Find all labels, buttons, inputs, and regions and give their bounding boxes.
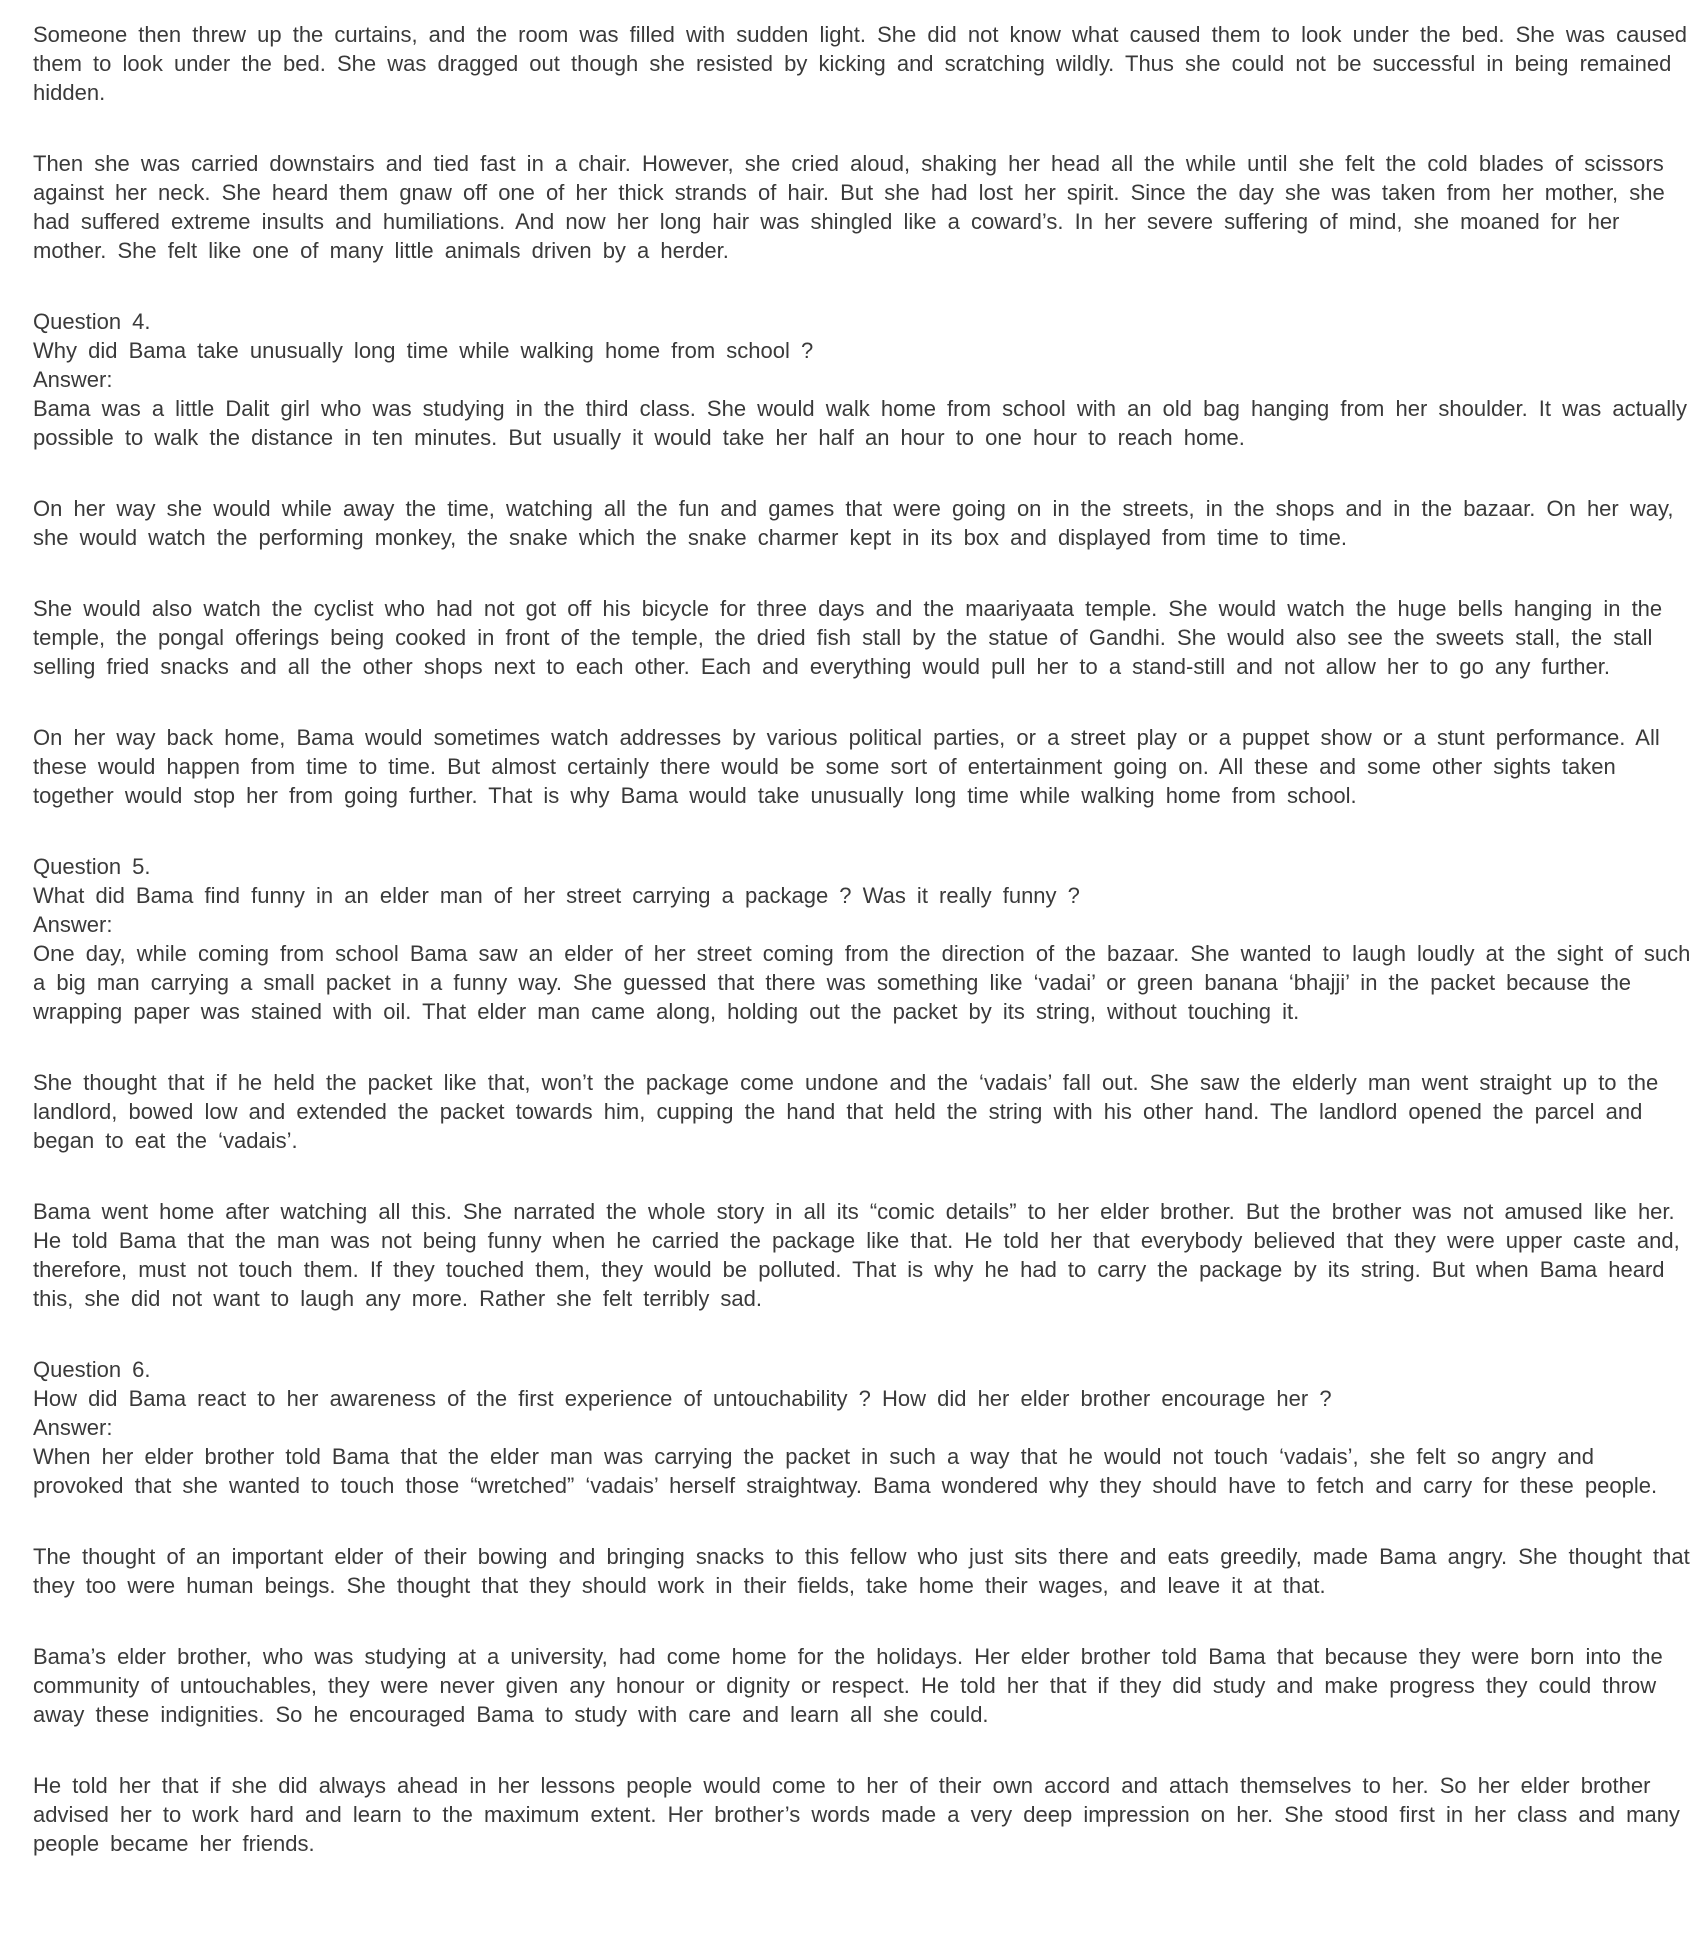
answer-text: When her elder brother told Bama that the elder man was carrying the packet in such a way that he would not touch ‘vadais’, she felt so angry and provoked that she wanted to touch those “wretched” ‘vadais’ herself straightway. Bama wondered why they should have to fetch and carry for these people. [33, 1444, 1658, 1498]
paragraph: On her way she would while away the time, watching all the fun and games that were going on in the streets, in the shops and in the bazaar. On her way, she would watch the performing monkey, the snake which the snake charmer kept in its box and displayed from time to time. [33, 496, 1674, 550]
answer-text: One day, while coming from school Bama saw an elder of her street coming from the direction of the bazaar. She wanted to laugh loudly at the sight of such a big man carrying a small packet in a funny way. She guessed that there was something like ‘vadai’ or green banana ‘bhajji’ in the packet because the wrapping paper was stained with oil. That elder man came along, holding out the packet by its string, without touching it. [33, 941, 1691, 1024]
paragraph: She would also watch the cyclist who had not got off his bicycle for three days and the maariyaata temple. She would watch the huge bells hanging in the temple, the pongal offerings being cooked in front of the temple, the dried fish stall by the statue of Gandhi. She would also see the sweets stall, the stall selling fried snacks and all the other shops next to each other. Each and everything would pull her to a stand-still and not allow her to go any further. [33, 596, 1663, 679]
paragraph: Someone then threw up the curtains, and the room was filled with sudden light. She did not know what caused them to look under the bed. She was caused them to look under the bed. She was dragged out though she resisted by kicking and scratching wildly. Thus she could not be successful in being remained hidden. [33, 22, 1688, 105]
paragraph: Bama went home after watching all this. She narrated the whole story in all its “comic details” to her elder brother. But the brother was not amused like her. He told Bama that the man was not being funny when he carried the package like that. He told her that everybody believed that they were upper caste and, therefore, must not touch them. If they touched them, they would be polluted. That is why he had to carry the package by its string. But when Bama heard this, she did not want to laugh any more. Rather she felt terribly sad. [33, 1199, 1680, 1311]
question-number: Question 6. [33, 1357, 151, 1382]
paragraph: He told her that if she did always ahead in her lessons people would come to her of their own accord and attach themselves to her. So her elder brother advised her to work hard and learn to the maximum extent. Her brother’s words made a very deep impression on her. She stood first in her class and many people became her friends. [33, 1773, 1680, 1856]
paragraph: On her way back home, Bama would sometimes watch addresses by various political parties, or a street play or a puppet show or a stunt performance. All these would happen from time to time. But almost certainly there would be some sort of entertainment going on. All these and some other sights taken together would stop her from going further. That is why Bama would take unusually long time while walking home from school. [33, 725, 1660, 808]
answer-text: Bama was a little Dalit girl who was studying in the third class. She would walk home from school with an old bag hanging from her shoulder. It was actually possible to walk the distance in ten minutes. But usually it would take her half an hour to one hour to reach home. [33, 396, 1687, 450]
question-text: Why did Bama take unusually long time while walking home from school ? [33, 338, 814, 363]
answer-label: Answer: [33, 1415, 113, 1440]
answer-label: Answer: [33, 367, 113, 392]
paragraph: Bama’s elder brother, who was studying at a university, had come home for the holidays. Her elder brother told Bama that because they were born into the community of untouchables, they were never given any honour or dignity or respect. He told her that if they did study and make progress they could throw away these indignities. So he encouraged Bama to study with care and learn all she could. [33, 1644, 1663, 1727]
question-number: Question 5. [33, 854, 151, 879]
paragraph: She thought that if he held the packet like that, won’t the package come undone and the ‘vadais’ fall out. She saw the elderly man went straight up to the landlord, bowed low and extended the packet towards him, cupping the hand that held the string with his other hand. The landlord opened the parcel and began to eat the ‘vadais’. [33, 1070, 1659, 1153]
question-text: How did Bama react to her awareness of the first experience of untouchability ? How did her elder brother encourage her ? [33, 1386, 1332, 1411]
paragraph: Then she was carried downstairs and tied fast in a chair. However, she cried aloud, shaking her head all the while until she felt the cold blades of scissors against her neck. She heard them gnaw off one of her thick strands of hair. But she had lost her spirit. Since the day she was taken from her mother, she had suffered extreme insults and humiliations. And now her long hair was shingled like a coward’s. In her severe suffering of mind, she moaned for her mother. She felt like one of many little animals driven by a herder. [33, 151, 1665, 263]
question-number: Question 4. [33, 309, 151, 334]
qa-block-question-5 [33, 852, 1694, 1026]
paragraph: The thought of an important elder of their bowing and bringing snacks to this fellow who just sits there and eats greedily, made Bama angry. She thought that they too were human beings. She thought that they should work in their fields, take home their wages, and leave it at that. [33, 1544, 1690, 1598]
question-text: What did Bama find funny in an elder man of her street carrying a package ? Was it really funny ? [33, 883, 1080, 908]
qa-block-question-6 [33, 1355, 1694, 1500]
answer-label: Answer: [33, 912, 113, 937]
qa-block-question-4 [33, 307, 1694, 452]
